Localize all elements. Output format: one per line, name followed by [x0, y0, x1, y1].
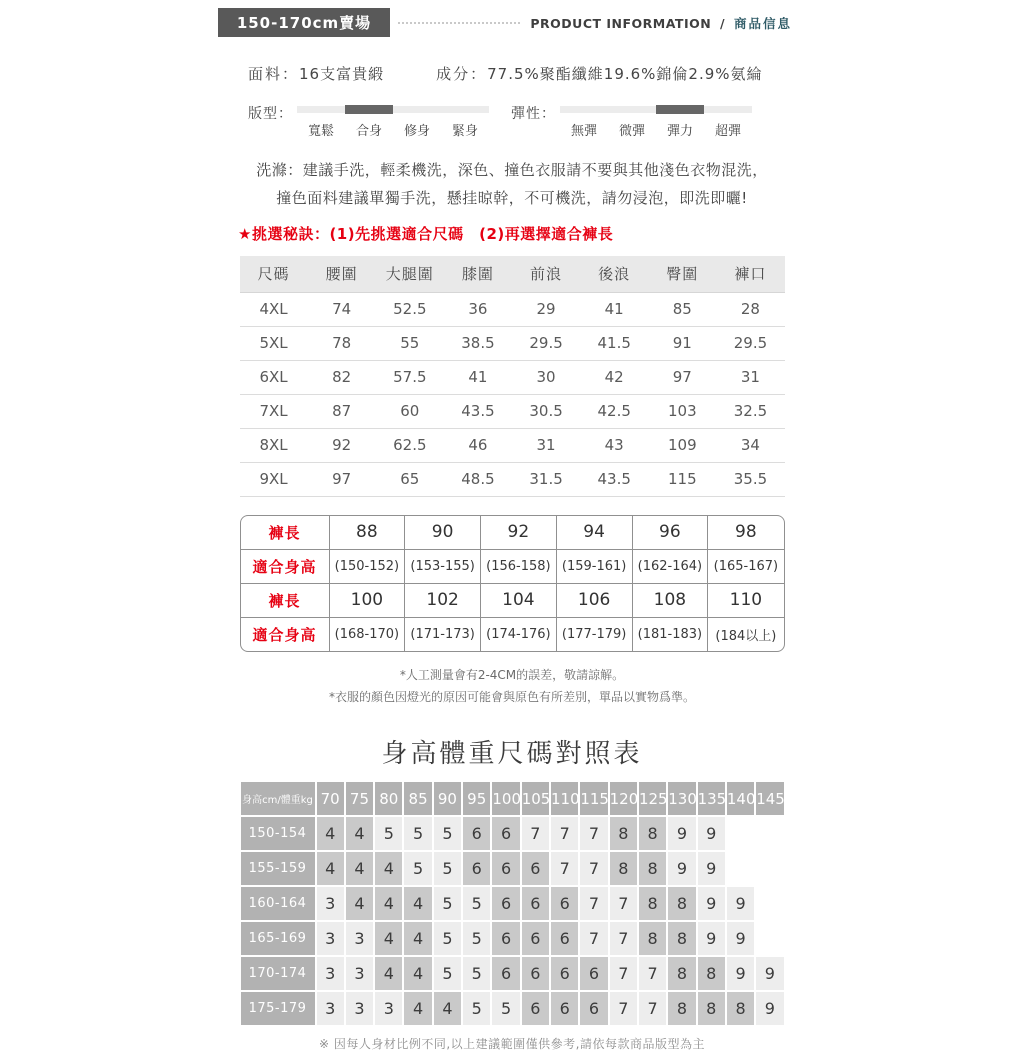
size-value-cell: 4	[404, 887, 431, 920]
size-value-cell: 7	[610, 887, 637, 920]
weight-column-header: 130	[668, 782, 695, 815]
size-value-cell: 4	[375, 887, 402, 920]
length-row-label: 褲長	[241, 583, 330, 617]
fit-slider-options	[297, 120, 489, 139]
size-value-cell: 6	[492, 957, 519, 990]
length-cell: 104	[481, 583, 557, 617]
size-value-cell: 6	[492, 852, 519, 885]
measure-cell: 85	[648, 292, 716, 326]
size-cell: 8XL	[240, 428, 308, 462]
size-value-cell: 6	[492, 922, 519, 955]
weight-column-header: 145	[756, 782, 783, 815]
height-row-label: 170-174	[241, 957, 315, 990]
size-value-cell: 5	[492, 992, 519, 1025]
measure-cell: 74	[308, 292, 376, 326]
weight-column-header: 75	[346, 782, 373, 815]
stretch-slider-body	[560, 106, 752, 139]
size-value-cell: 4	[346, 817, 373, 850]
size-table	[240, 256, 785, 497]
size-value-cell: 7	[610, 957, 637, 990]
size-value-cell: 9	[727, 922, 754, 955]
measure-cell: 41	[580, 292, 648, 326]
size-value-cell: 6	[522, 922, 549, 955]
stretch-slider-label: 彈性：	[511, 106, 556, 122]
size-value-cell: 7	[610, 992, 637, 1025]
size-value-cell: 6	[522, 992, 549, 1025]
length-row-label: 適合身高	[241, 549, 330, 583]
height-range-cell: (150-152)	[329, 549, 405, 583]
size-table-header-row	[240, 256, 785, 293]
header	[218, 8, 792, 37]
weight-column-header: 115	[580, 782, 607, 815]
measure-cell: 31.5	[512, 462, 580, 496]
weight-column-header: 85	[404, 782, 431, 815]
height-row-label: 165-169	[241, 922, 315, 955]
size-value-cell: 8	[727, 992, 754, 1025]
product-info-page	[232, 0, 792, 1052]
measure-cell: 42	[580, 360, 648, 394]
size-value-cell: 9	[668, 817, 695, 850]
size-value-cell: 8	[610, 817, 637, 850]
size-table-row	[240, 428, 785, 462]
measure-cell: 30.5	[512, 394, 580, 428]
size-value-cell: 5	[434, 922, 461, 955]
size-value-cell: 9	[727, 957, 754, 990]
length-cell: 88	[329, 516, 405, 550]
size-column-header: 大腿圍	[376, 256, 444, 293]
size-value-cell: 4	[317, 817, 344, 850]
length-cell: 102	[405, 583, 481, 617]
attribute-sliders	[232, 106, 792, 139]
weight-column-header: 70	[317, 782, 344, 815]
composition-value: 77.5%聚酯纖維19.6%錦倫2.9%氨綸	[487, 65, 763, 83]
measure-cell: 41	[444, 360, 512, 394]
weight-column-header: 135	[698, 782, 725, 815]
measure-cell: 60	[376, 394, 444, 428]
size-value-cell: 7	[580, 852, 607, 885]
size-value-cell: 5	[434, 852, 461, 885]
size-value-cell: 8	[639, 852, 666, 885]
size-table-row	[240, 462, 785, 496]
size-value-cell: 9	[698, 817, 725, 850]
size-value-cell: 6	[551, 957, 578, 990]
size-value-cell: 6	[522, 887, 549, 920]
measure-cell: 34	[716, 428, 784, 462]
matrix-row	[241, 887, 784, 920]
stretch-slider-options	[560, 120, 752, 139]
size-value-cell: 8	[610, 852, 637, 885]
size-value-cell: 9	[668, 852, 695, 885]
section-title-separator: /	[720, 15, 726, 31]
size-value-cell: 6	[492, 887, 519, 920]
length-table-body	[241, 516, 784, 651]
length-table-row	[241, 617, 784, 651]
fit-slider-track	[297, 106, 489, 113]
length-cell: 106	[556, 583, 632, 617]
slider-option: 微彈	[618, 124, 645, 139]
size-value-cell: 3	[346, 992, 373, 1025]
height-range-cell: (153-155)	[405, 549, 481, 583]
measure-cell: 115	[648, 462, 716, 496]
measure-cell: 97	[308, 462, 376, 496]
size-column-header: 腰圍	[308, 256, 376, 293]
fit-slider-body	[297, 106, 489, 139]
weight-column-header: 110	[551, 782, 578, 815]
fit-slider	[248, 106, 489, 139]
slider-option: 無彈	[570, 124, 597, 139]
measure-cell: 35.5	[716, 462, 784, 496]
size-value-cell: 4	[375, 922, 402, 955]
length-cell: 96	[632, 516, 708, 550]
size-value-cell: 5	[434, 887, 461, 920]
selection-tip: ★挑選秘訣：(1)先挑選適合尺碼 (2)再選擇適合褲長	[238, 224, 614, 243]
size-value-cell: 7	[580, 817, 607, 850]
measure-cell: 92	[308, 428, 376, 462]
measure-cell: 103	[648, 394, 716, 428]
matrix-row	[241, 992, 784, 1025]
section-title-en: PRODUCT INFORMATION	[530, 15, 712, 31]
size-value-cell: 6	[522, 957, 549, 990]
size-cell: 5XL	[240, 326, 308, 360]
size-value-cell: 3	[317, 957, 344, 990]
height-range-cell: (162-164)	[632, 549, 708, 583]
size-value-cell: 3	[375, 992, 402, 1025]
measure-cell: 42.5	[580, 394, 648, 428]
washing-line-2: 撞色面料建議單獨手洗，懸挂晾幹，不可機洗，請勿浸泡，即洗即曬!	[276, 188, 748, 207]
size-value-cell: 8	[668, 957, 695, 990]
size-table-body	[240, 292, 785, 496]
fabric-value: 16支富貴緞	[299, 65, 385, 83]
note-1: *人工測量會有2-4CM的誤差，敬請諒解。	[399, 667, 625, 682]
length-cell: 94	[556, 516, 632, 550]
length-row-label: 適合身高	[241, 617, 330, 651]
measure-cell: 46	[444, 428, 512, 462]
size-value-cell: 3	[346, 922, 373, 955]
size-value-cell: 9	[727, 887, 754, 920]
weight-column-header: 95	[463, 782, 490, 815]
size-value-cell: 4	[317, 852, 344, 885]
size-cell: 7XL	[240, 394, 308, 428]
size-value-cell: 5	[463, 957, 490, 990]
fabric-label: 面料：	[248, 65, 300, 83]
measure-cell: 43.5	[444, 394, 512, 428]
matrix-row	[241, 922, 784, 955]
empty-cell	[727, 852, 754, 885]
matrix-body	[241, 817, 784, 1025]
stretch-slider-track	[560, 106, 752, 113]
size-table-row	[240, 326, 785, 360]
size-value-cell: 5	[463, 887, 490, 920]
measure-cell: 109	[648, 428, 716, 462]
size-value-cell: 3	[317, 887, 344, 920]
fit-slider-label: 版型：	[248, 106, 293, 122]
size-value-cell: 8	[639, 922, 666, 955]
note-2: *衣服的顏色因燈光的原因可能會與原色有所差別，單品以實物爲準。	[328, 690, 695, 705]
length-table-wrapper	[240, 515, 785, 652]
height-range-cell: (171-173)	[405, 617, 481, 651]
slider-option: 超彈	[714, 124, 741, 139]
length-table-row	[241, 549, 784, 583]
size-value-cell: 4	[404, 992, 431, 1025]
size-value-cell: 6	[580, 957, 607, 990]
measure-cell: 32.5	[716, 394, 784, 428]
measure-cell: 97	[648, 360, 716, 394]
size-value-cell: 4	[346, 887, 373, 920]
height-row-label: 155-159	[241, 852, 315, 885]
size-value-cell: 4	[375, 852, 402, 885]
length-cell: 90	[405, 516, 481, 550]
measure-cell: 41.5	[580, 326, 648, 360]
weight-column-header: 100	[492, 782, 519, 815]
measure-cell: 31	[716, 360, 784, 394]
matrix-row	[241, 817, 784, 850]
size-column-header: 褲口	[716, 256, 784, 293]
slider-option: 寬鬆	[307, 124, 334, 139]
dotted-divider	[398, 22, 520, 24]
fabric-spec	[248, 63, 384, 84]
size-value-cell: 6	[580, 992, 607, 1025]
measure-cell: 29.5	[512, 326, 580, 360]
size-value-cell: 3	[346, 957, 373, 990]
size-value-cell: 8	[698, 992, 725, 1025]
size-value-cell: 7	[639, 992, 666, 1025]
measure-cell: 55	[376, 326, 444, 360]
size-value-cell: 5	[375, 817, 402, 850]
size-cell: 4XL	[240, 292, 308, 326]
size-value-cell: 8	[639, 887, 666, 920]
slider-option: 緊身	[451, 124, 478, 139]
measure-cell: 38.5	[444, 326, 512, 360]
size-value-cell: 5	[404, 817, 431, 850]
matrix-row	[241, 957, 784, 990]
height-range-cell: (168-170)	[329, 617, 405, 651]
size-column-header: 後浪	[580, 256, 648, 293]
slider-option: 彈力	[666, 124, 693, 139]
size-value-cell: 9	[756, 957, 783, 990]
length-cell: 100	[329, 583, 405, 617]
measure-cell: 82	[308, 360, 376, 394]
height-row-label: 160-164	[241, 887, 315, 920]
weight-column-header: 140	[727, 782, 754, 815]
size-value-cell: 9	[698, 887, 725, 920]
measure-cell: 31	[512, 428, 580, 462]
height-range-cell: (156-158)	[481, 549, 557, 583]
size-value-cell: 7	[580, 922, 607, 955]
slider-option: 修身	[403, 124, 430, 139]
size-column-header: 尺碼	[240, 256, 308, 293]
weight-column-header: 125	[639, 782, 666, 815]
length-table-row	[241, 516, 784, 550]
size-value-cell: 4	[375, 957, 402, 990]
size-value-cell: 6	[463, 852, 490, 885]
size-value-cell: 8	[639, 817, 666, 850]
measurement-notes	[232, 664, 792, 710]
size-value-cell: 5	[434, 957, 461, 990]
section-title-zh: 商品信息	[733, 15, 792, 31]
length-cell: 98	[708, 516, 784, 550]
weight-column-header: 90	[434, 782, 461, 815]
size-value-cell: 5	[434, 817, 461, 850]
stretch-slider-indicator	[656, 105, 704, 114]
washing-instructions	[232, 157, 792, 213]
size-value-cell: 6	[463, 817, 490, 850]
section-title	[530, 14, 792, 32]
size-column-header: 前浪	[512, 256, 580, 293]
size-value-cell: 5	[463, 922, 490, 955]
size-value-cell: 8	[698, 957, 725, 990]
measure-cell: 91	[648, 326, 716, 360]
size-value-cell: 3	[317, 922, 344, 955]
size-value-cell: 7	[522, 817, 549, 850]
size-table-row	[240, 292, 785, 326]
matrix-header-row	[241, 782, 784, 815]
matrix-corner-label: 身高cm/體重kg	[241, 782, 315, 815]
size-column-header: 膝圍	[444, 256, 512, 293]
composition-label: 成分：	[436, 65, 488, 83]
size-column-header: 臀圍	[648, 256, 716, 293]
size-range-badge: 150-170cm賣場	[218, 8, 390, 37]
size-value-cell: 9	[698, 922, 725, 955]
size-value-cell: 7	[639, 957, 666, 990]
size-value-cell: 4	[404, 957, 431, 990]
size-value-cell: 8	[668, 992, 695, 1025]
measure-cell: 78	[308, 326, 376, 360]
empty-cell	[756, 817, 783, 850]
height-range-cell: (174-176)	[481, 617, 557, 651]
measure-cell: 43.5	[580, 462, 648, 496]
weight-column-header: 105	[522, 782, 549, 815]
height-range-cell: (184以上)	[708, 617, 784, 651]
measure-cell: 48.5	[444, 462, 512, 496]
weight-column-header: 120	[610, 782, 637, 815]
measure-cell: 36	[444, 292, 512, 326]
height-weight-matrix	[239, 780, 786, 1027]
size-cell: 6XL	[240, 360, 308, 394]
size-value-cell: 6	[551, 992, 578, 1025]
height-range-cell: (181-183)	[632, 617, 708, 651]
size-value-cell: 6	[551, 887, 578, 920]
measure-cell: 52.5	[376, 292, 444, 326]
fit-slider-indicator	[345, 105, 393, 114]
spec-row	[232, 63, 792, 84]
length-table	[241, 516, 784, 651]
size-value-cell: 9	[698, 852, 725, 885]
size-value-cell: 7	[551, 852, 578, 885]
size-value-cell: 3	[317, 992, 344, 1025]
length-cell: 92	[481, 516, 557, 550]
size-value-cell: 8	[668, 922, 695, 955]
washing-line-1: 洗滌：建議手洗，輕柔機洗，深色、撞色衣服請不要與其他淺色衣物混洗，	[256, 161, 768, 179]
height-row-label: 175-179	[241, 992, 315, 1025]
measure-cell: 30	[512, 360, 580, 394]
stretch-slider	[511, 106, 752, 139]
slider-option: 合身	[355, 124, 382, 139]
length-row-label: 褲長	[241, 516, 330, 550]
measure-cell: 28	[716, 292, 784, 326]
size-value-cell: 5	[404, 852, 431, 885]
size-value-cell: 4	[404, 922, 431, 955]
size-value-cell: 6	[522, 852, 549, 885]
length-cell: 108	[632, 583, 708, 617]
empty-cell	[756, 887, 783, 920]
size-value-cell: 5	[463, 992, 490, 1025]
measure-cell: 29	[512, 292, 580, 326]
size-value-cell: 7	[580, 887, 607, 920]
size-value-cell: 4	[346, 852, 373, 885]
matrix-title: 身高體重尺碼對照表	[381, 739, 643, 770]
height-range-cell: (159-161)	[556, 549, 632, 583]
measure-cell: 62.5	[376, 428, 444, 462]
size-value-cell: 7	[551, 817, 578, 850]
size-value-cell: 7	[610, 922, 637, 955]
size-value-cell: 6	[492, 817, 519, 850]
length-table-row	[241, 583, 784, 617]
height-range-cell: (165-167)	[708, 549, 784, 583]
matrix-footnote: ※ 因每人身材比例不同,以上建議範圍僅供參考,請依每款商品版型為主	[318, 1037, 705, 1052]
empty-cell	[756, 852, 783, 885]
size-table-row	[240, 394, 785, 428]
measure-cell: 57.5	[376, 360, 444, 394]
size-value-cell: 6	[551, 922, 578, 955]
size-cell: 9XL	[240, 462, 308, 496]
empty-cell	[727, 817, 754, 850]
size-value-cell: 4	[434, 992, 461, 1025]
measure-cell: 29.5	[716, 326, 784, 360]
height-row-label: 150-154	[241, 817, 315, 850]
weight-column-header: 80	[375, 782, 402, 815]
empty-cell	[756, 922, 783, 955]
size-value-cell: 9	[756, 992, 783, 1025]
composition-spec	[436, 63, 762, 84]
measure-cell: 43	[580, 428, 648, 462]
measure-cell: 87	[308, 394, 376, 428]
matrix-row	[241, 852, 784, 885]
size-table-row	[240, 360, 785, 394]
height-range-cell: (177-179)	[556, 617, 632, 651]
length-cell: 110	[708, 583, 784, 617]
measure-cell: 65	[376, 462, 444, 496]
size-value-cell: 8	[668, 887, 695, 920]
